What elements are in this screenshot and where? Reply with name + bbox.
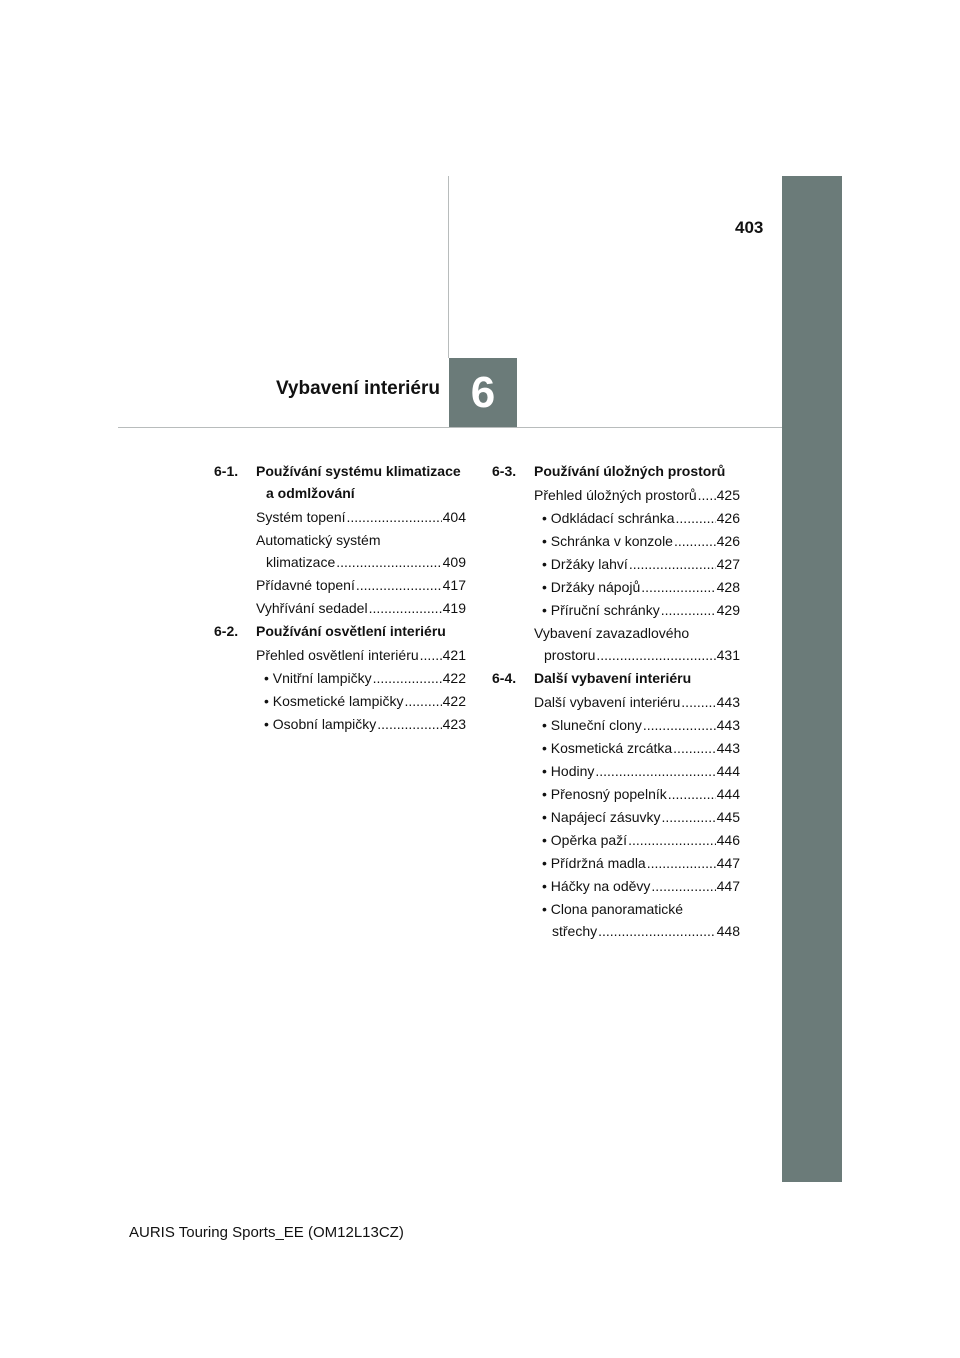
toc-entry-page: 445 xyxy=(716,809,740,825)
toc-entry-page: 417 xyxy=(442,577,466,593)
toc-entry-page: 423 xyxy=(442,716,466,732)
toc-entry-label-continued: klimatizace xyxy=(266,554,336,570)
toc-entry[interactable] xyxy=(492,806,740,828)
toc-entry-label-continued: střechy xyxy=(552,923,598,939)
section-number: 6-3. xyxy=(492,463,517,479)
toc-left-column xyxy=(214,460,466,736)
toc-entry[interactable] xyxy=(492,530,740,552)
leader-dots xyxy=(673,737,715,759)
toc-entry-label: Vybavení zavazadlového xyxy=(534,625,690,641)
toc-entry[interactable] xyxy=(214,667,466,689)
toc-entry-page: 404 xyxy=(442,509,466,525)
toc-entry[interactable] xyxy=(492,484,740,506)
toc-entry-label: Automatický systém xyxy=(256,532,381,548)
section-number: 6-2. xyxy=(214,623,239,639)
toc-entry-label: • Držáky lahví xyxy=(542,556,628,572)
leader-dots xyxy=(629,553,716,575)
toc-entry-page: 444 xyxy=(716,763,740,779)
section-title: Používání osvětlení interiéru xyxy=(256,623,446,639)
toc-entry-page: 447 xyxy=(716,878,740,894)
toc-entry-page: 409 xyxy=(442,554,466,570)
toc-entry[interactable] xyxy=(492,760,740,782)
leader-dots xyxy=(674,530,716,552)
toc-entry[interactable] xyxy=(214,529,466,573)
toc-entry-page: 426 xyxy=(716,533,740,549)
toc-entry[interactable] xyxy=(214,506,466,528)
leader-dots xyxy=(405,690,442,712)
toc-entry-page: 448 xyxy=(716,923,740,939)
section-heading[interactable] xyxy=(214,460,466,504)
section-title: Používání úložných prostorů xyxy=(534,463,726,479)
toc-entry-label: • Vnitřní lampičky xyxy=(264,670,372,686)
toc-entry-label: • Přenosný popelník xyxy=(542,786,667,802)
toc-entry-page: 443 xyxy=(716,717,740,733)
toc-entry[interactable] xyxy=(492,737,740,759)
leader-dots xyxy=(377,713,441,735)
toc-entry-page: 429 xyxy=(716,602,740,618)
toc-entry-page: 427 xyxy=(716,556,740,572)
toc-entry-label: • Kosmetická zrcátka xyxy=(542,740,673,756)
section-number: 6-1. xyxy=(214,463,239,479)
toc-entry-page: 425 xyxy=(716,487,740,503)
leader-dots xyxy=(641,576,715,598)
toc-entry-page: 426 xyxy=(716,510,740,526)
toc-entry-page: 443 xyxy=(716,694,740,710)
toc-entry[interactable] xyxy=(492,898,740,942)
leader-dots xyxy=(643,714,716,736)
toc-entry[interactable] xyxy=(214,597,466,619)
toc-entry-label: Další vybavení interiéru xyxy=(534,694,681,710)
toc-entry[interactable] xyxy=(214,690,466,712)
leader-dots xyxy=(681,691,715,713)
toc-entry[interactable] xyxy=(492,852,740,874)
toc-entry[interactable] xyxy=(492,829,740,851)
section-heading[interactable] xyxy=(492,667,740,689)
leader-dots xyxy=(651,875,715,897)
toc-entry-label: • Hodiny xyxy=(542,763,595,779)
toc-entry[interactable] xyxy=(492,714,740,736)
toc-entry[interactable] xyxy=(492,553,740,575)
toc-entry-page: 446 xyxy=(716,832,740,848)
page-number: 403 xyxy=(735,218,764,237)
toc-entry-label: Systém topení xyxy=(256,509,346,525)
leader-dots xyxy=(596,644,715,666)
leader-dots xyxy=(598,920,716,942)
toc-entry[interactable] xyxy=(492,622,740,666)
section-heading[interactable] xyxy=(214,620,466,642)
toc-entry-page: 447 xyxy=(716,855,740,871)
toc-entry-label: • Sluneční clony xyxy=(542,717,642,733)
leader-dots xyxy=(336,551,441,573)
chapter-title: Vybavení interiéru xyxy=(275,378,440,399)
leader-dots xyxy=(661,599,716,621)
toc-entry-label-continued: prostoru xyxy=(544,647,596,663)
toc-entry[interactable] xyxy=(492,576,740,598)
leader-dots xyxy=(628,829,716,851)
chapter-number-box: 6 xyxy=(449,358,517,427)
section-number: 6-4. xyxy=(492,670,517,686)
toc-entry-page: 428 xyxy=(716,579,740,595)
leader-dots xyxy=(420,644,442,666)
toc-entry-label: Přídavné topení xyxy=(256,577,355,593)
toc-entry[interactable] xyxy=(492,507,740,529)
chapter-side-tab xyxy=(782,176,842,1182)
toc-entry[interactable] xyxy=(492,691,740,713)
toc-entry-page: 419 xyxy=(442,600,466,616)
toc-entry-label: • Schránka v konzole xyxy=(542,533,673,549)
toc-entry-label: • Držáky nápojů xyxy=(542,579,641,595)
toc-entry-label: Přehled úložných prostorů xyxy=(534,487,697,503)
toc-entry-page: 422 xyxy=(442,693,466,709)
toc-entry[interactable] xyxy=(492,599,740,621)
toc-entry-label: • Přídržná madla xyxy=(542,855,646,871)
toc-entry[interactable] xyxy=(214,713,466,735)
section-title: Další vybavení interiéru xyxy=(534,670,692,686)
toc-entry-page: 431 xyxy=(716,647,740,663)
toc-right-column xyxy=(492,460,740,943)
leader-dots xyxy=(595,760,715,782)
toc-entry-page: 422 xyxy=(442,670,466,686)
toc-entry-label: • Háčky na oděvy xyxy=(542,878,651,894)
header-rule xyxy=(118,427,782,428)
leader-dots xyxy=(347,506,442,528)
section-title: Používání systému klimatizace a odmlžování xyxy=(256,463,461,501)
toc-entry-label: • Kosmetické lampičky xyxy=(264,693,404,709)
toc-entry-label: • Odkládací schránka xyxy=(542,510,675,526)
leader-dots xyxy=(356,574,442,596)
toc-entry-page: 421 xyxy=(442,647,466,663)
toc-entry-label: • Příruční schránky xyxy=(542,602,660,618)
leader-dots xyxy=(662,806,716,828)
toc-entry[interactable] xyxy=(214,644,466,666)
toc-entry-label: • Napájecí zásuvky xyxy=(542,809,661,825)
toc-entry-label: Vyhřívání sedadel xyxy=(256,600,368,616)
footer-model-code: AURIS Touring Sports_EE (OM12L13CZ) xyxy=(129,1224,404,1241)
leader-dots xyxy=(698,484,716,506)
leader-dots xyxy=(668,783,716,805)
toc-entry[interactable] xyxy=(492,783,740,805)
toc-entry-page: 443 xyxy=(716,740,740,756)
leader-dots xyxy=(647,852,716,874)
toc-entry[interactable] xyxy=(492,875,740,897)
vertical-divider xyxy=(448,176,449,358)
leader-dots xyxy=(369,597,442,619)
toc-entry[interactable] xyxy=(214,574,466,596)
section-heading[interactable] xyxy=(492,460,740,482)
toc-entry-page: 444 xyxy=(716,786,740,802)
toc-entry-label: • Clona panoramatické xyxy=(542,901,684,917)
toc-entry-label: • Osobní lampičky xyxy=(264,716,377,732)
toc-entry-label: • Opěrka paží xyxy=(542,832,628,848)
toc-entry-label: Přehled osvětlení interiéru xyxy=(256,647,419,663)
leader-dots xyxy=(676,507,716,529)
leader-dots xyxy=(373,667,442,689)
